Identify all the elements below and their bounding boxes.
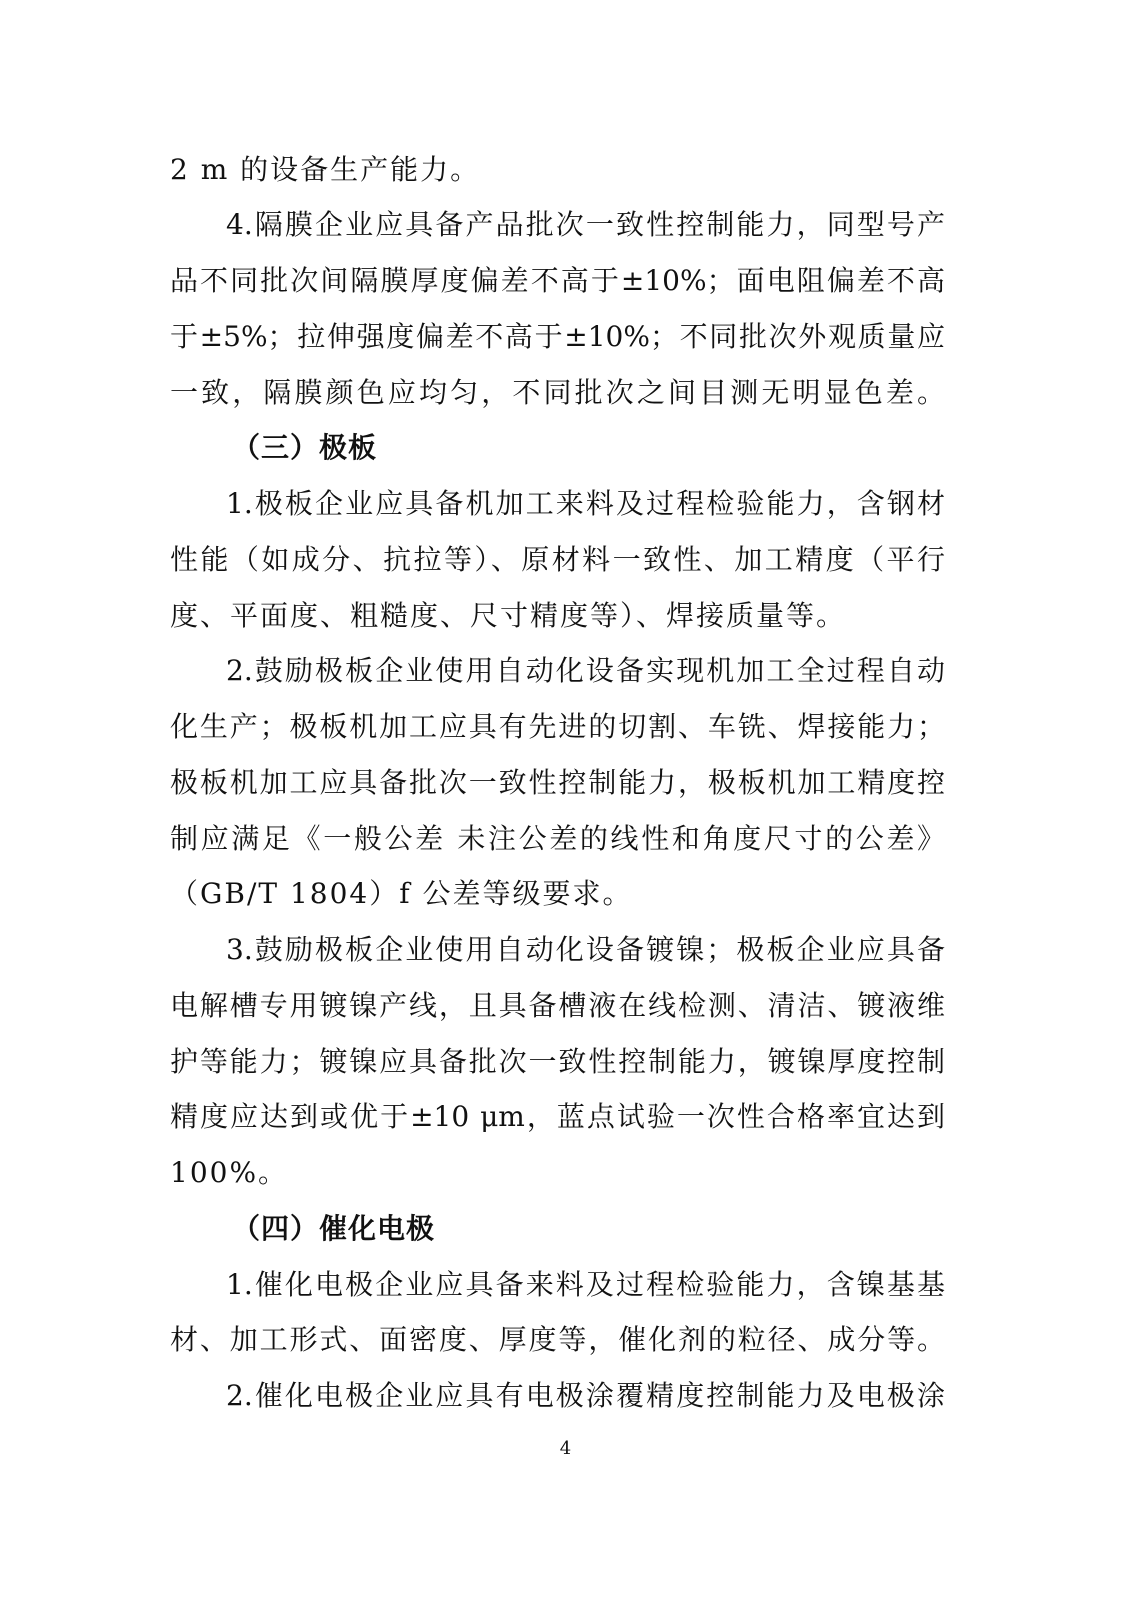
text-line: 1.催化电极企业应具备来料及过程检验能力，含镍基基	[226, 1268, 945, 1301]
text-line: 极板机加工应具备批次一致性控制能力，极板机加工精度控	[170, 766, 945, 799]
text-line: 护等能力；镀镍应具备批次一致性控制能力，镀镍厚度控制	[170, 1045, 945, 1078]
text-line: 电解槽专用镀镍产线，且具备槽液在线检测、清洁、镀液维	[170, 989, 945, 1022]
text-line: 2.催化电极企业应具有电极涂覆精度控制能力及电极涂	[226, 1379, 945, 1412]
text-line: 100%。	[170, 1156, 289, 1189]
text-line: 制应满足《一般公差 未注公差的线性和角度尺寸的公差》	[170, 822, 945, 855]
text-line: 度、平面度、粗糙度、尺寸精度等）、焊接质量等。	[170, 599, 847, 632]
text-line: 1.极板企业应具备机加工来料及过程检验能力，含钢材	[226, 487, 945, 520]
text-line: （GB/T 1804）f 公差等级要求。	[170, 877, 633, 910]
text-line: 精度应达到或优于±10 μm，蓝点试验一次性合格率宜达到	[170, 1100, 945, 1133]
section-heading: （四）催化电极	[232, 1212, 436, 1245]
text-line: 一致，隔膜颜色应均匀，不同批次之间目测无明显色差。	[170, 376, 945, 409]
text-line: 化生产；极板机加工应具有先进的切割、车铣、焊接能力；	[170, 710, 945, 743]
section-heading: （三）极板	[232, 431, 378, 464]
text-line: 2 m 的设备生产能力。	[170, 153, 481, 186]
page-number: 4	[559, 1438, 572, 1459]
text-line: 材、加工形式、面密度、厚度等，催化剂的粒径、成分等。	[170, 1323, 945, 1356]
text-line: 3.鼓励极板企业使用自动化设备镀镍；极板企业应具备	[226, 933, 945, 966]
text-line: 性能（如成分、抗拉等）、原材料一致性、加工精度（平行	[170, 543, 945, 576]
text-line: 2.鼓励极板企业使用自动化设备实现机加工全过程自动	[226, 654, 945, 687]
text-line: 品不同批次间隔膜厚度偏差不高于±10%；面电阻偏差不高	[170, 264, 945, 297]
text-line: 4.隔膜企业应具备产品批次一致性控制能力，同型号产	[226, 208, 945, 241]
text-line: 于±5%；拉伸强度偏差不高于±10%；不同批次外观质量应	[170, 320, 945, 353]
